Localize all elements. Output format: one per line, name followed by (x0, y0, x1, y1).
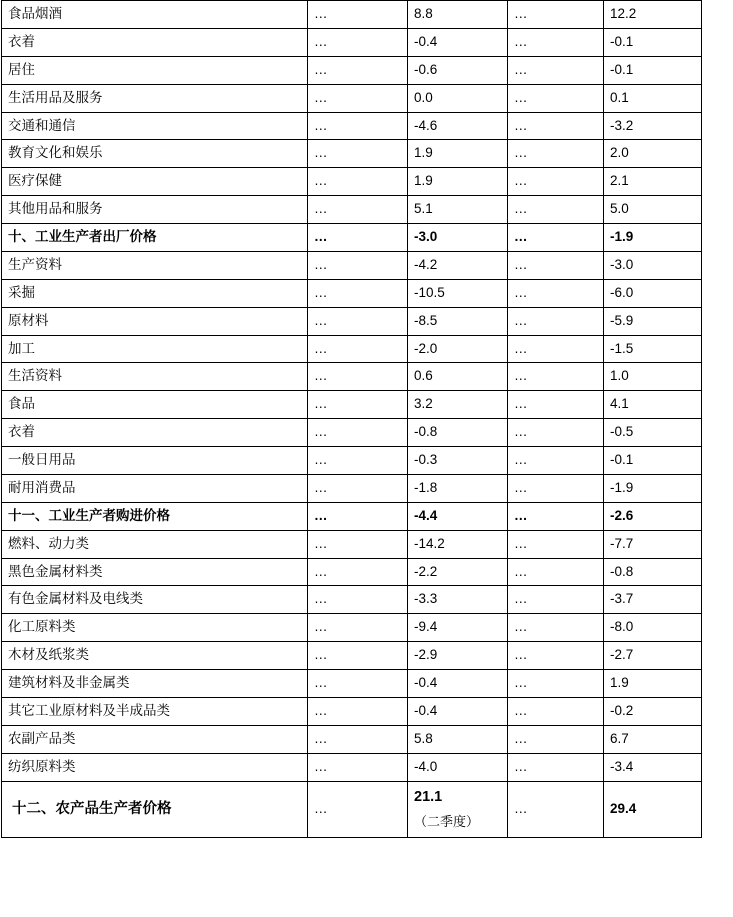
row-dots-second: … (508, 725, 604, 753)
row-value-first: -1.8 (408, 474, 508, 502)
row-dots-first: … (308, 56, 408, 84)
row-label: 医疗保健 (2, 168, 308, 196)
table-row (2, 781, 702, 837)
row-value-second: 2.0 (604, 140, 702, 168)
row-dots-first: … (308, 251, 408, 279)
row-dots-first: … (308, 614, 408, 642)
row-label: 化工原料类 (2, 614, 308, 642)
row-dots-first: … (308, 725, 408, 753)
row-dots-first: … (308, 140, 408, 168)
row-dots-first: … (308, 558, 408, 586)
row-value-first: -0.6 (408, 56, 508, 84)
row-dots-second: … (508, 419, 604, 447)
table-row (2, 614, 702, 642)
row-dots-first: … (308, 335, 408, 363)
row-value-second: 2.1 (604, 168, 702, 196)
row-value-first: -2.2 (408, 558, 508, 586)
row-label: 有色金属材料及电线类 (2, 586, 308, 614)
row-value-first: 8.8 (408, 1, 508, 29)
table-row (2, 112, 702, 140)
row-value-note: （二季度） (414, 814, 480, 830)
row-dots-second: … (508, 447, 604, 475)
row-value-second: 1.9 (604, 670, 702, 698)
table-row (2, 251, 702, 279)
table-row (2, 558, 702, 586)
row-label: 食品 (2, 391, 308, 419)
row-label: 十一、工业生产者购进价格 (2, 502, 308, 530)
row-value-second: 0.1 (604, 84, 702, 112)
table-row (2, 419, 702, 447)
table-row (2, 586, 702, 614)
row-value-first: 3.2 (408, 391, 508, 419)
row-value-second: -3.0 (604, 251, 702, 279)
row-dots-second: … (508, 196, 604, 224)
row-value-first: -3.0 (408, 224, 508, 252)
row-dots-first: … (308, 363, 408, 391)
row-dots-second: … (508, 670, 604, 698)
row-value-second: -3.4 (604, 753, 702, 781)
row-dots-first: … (308, 447, 408, 475)
row-label: 居住 (2, 56, 308, 84)
row-dots-second: … (508, 84, 604, 112)
row-value-first: -14.2 (408, 530, 508, 558)
row-value-first: -3.3 (408, 586, 508, 614)
row-dots-first: … (308, 586, 408, 614)
row-dots-second: … (508, 335, 604, 363)
row-label: 食品烟酒 (2, 1, 308, 29)
table-row (2, 363, 702, 391)
row-label: 其他用品和服务 (2, 196, 308, 224)
row-dots-second: … (508, 251, 604, 279)
row-dots-second: … (508, 697, 604, 725)
row-value-second: -0.8 (604, 558, 702, 586)
row-value-first: 5.1 (408, 196, 508, 224)
row-value-first: 0.6 (408, 363, 508, 391)
row-label: 生活资料 (2, 363, 308, 391)
row-dots-second: … (508, 474, 604, 502)
table-row (2, 307, 702, 335)
row-value-first: -0.4 (408, 670, 508, 698)
row-value-second: -1.9 (604, 474, 702, 502)
table-row (2, 335, 702, 363)
table-row (2, 642, 702, 670)
row-value-first: 1.9 (408, 168, 508, 196)
row-value-first: -0.8 (408, 419, 508, 447)
row-value-second: -7.7 (604, 530, 702, 558)
row-dots-second: … (508, 112, 604, 140)
row-value-first: -9.4 (408, 614, 508, 642)
row-value-second: -1.5 (604, 335, 702, 363)
row-value-second: -0.5 (604, 419, 702, 447)
row-value-first: -10.5 (408, 279, 508, 307)
row-label: 一般日用品 (2, 447, 308, 475)
row-dots-second: … (508, 753, 604, 781)
row-label: 交通和通信 (2, 112, 308, 140)
row-dots-second: … (508, 781, 604, 837)
table-row (2, 391, 702, 419)
row-dots-second: … (508, 530, 604, 558)
row-value-second: -5.9 (604, 307, 702, 335)
row-dots-first: … (308, 670, 408, 698)
row-value-first: -4.6 (408, 112, 508, 140)
table-row (2, 502, 702, 530)
row-label: 采掘 (2, 279, 308, 307)
row-dots-second: … (508, 586, 604, 614)
table-row (2, 279, 702, 307)
row-dots-first: … (308, 781, 408, 837)
row-label: 耐用消费品 (2, 474, 308, 502)
row-value-first: -4.0 (408, 753, 508, 781)
row-label: 衣着 (2, 419, 308, 447)
row-value-first: -4.4 (408, 502, 508, 530)
row-value-number: 21.1 (414, 788, 443, 805)
table-row (2, 84, 702, 112)
row-value-first: -2.0 (408, 335, 508, 363)
row-value-second: -3.2 (604, 112, 702, 140)
table-row (2, 447, 702, 475)
row-label: 建筑材料及非金属类 (2, 670, 308, 698)
row-label: 生产资料 (2, 251, 308, 279)
table-row (2, 56, 702, 84)
row-label: 十二、农产品生产者价格 (2, 781, 308, 837)
row-label: 木材及纸浆类 (2, 642, 308, 670)
row-dots-second: … (508, 1, 604, 29)
row-dots-second: … (508, 56, 604, 84)
table-row (2, 1, 702, 29)
row-value-second: 29.4 (604, 781, 702, 837)
row-dots-first: … (308, 307, 408, 335)
row-label: 衣着 (2, 28, 308, 56)
row-label: 加工 (2, 335, 308, 363)
row-dots-second: … (508, 307, 604, 335)
row-dots-second: … (508, 140, 604, 168)
table-row (2, 196, 702, 224)
row-dots-first: … (308, 391, 408, 419)
table-row (2, 140, 702, 168)
row-dots-first: … (308, 642, 408, 670)
row-dots-second: … (508, 558, 604, 586)
table-row (2, 753, 702, 781)
table-row (2, 28, 702, 56)
row-dots-first: … (308, 28, 408, 56)
row-dots-first: … (308, 474, 408, 502)
row-label: 农副产品类 (2, 725, 308, 753)
row-dots-first: … (308, 419, 408, 447)
row-value-second: -3.7 (604, 586, 702, 614)
row-label: 生活用品及服务 (2, 84, 308, 112)
row-value-first: -0.4 (408, 697, 508, 725)
row-value-second: 4.1 (604, 391, 702, 419)
row-dots-second: … (508, 224, 604, 252)
row-value-second: 5.0 (604, 196, 702, 224)
row-value-second: 12.2 (604, 1, 702, 29)
row-dots-second: … (508, 279, 604, 307)
row-label: 纺织原料类 (2, 753, 308, 781)
row-dots-first: … (308, 1, 408, 29)
row-value-second: 1.0 (604, 363, 702, 391)
table-row (2, 168, 702, 196)
row-value-first (408, 781, 508, 837)
row-dots-first: … (308, 112, 408, 140)
row-value-first: -4.2 (408, 251, 508, 279)
table-row (2, 474, 702, 502)
row-value-second: -2.6 (604, 502, 702, 530)
row-value-second: 6.7 (604, 725, 702, 753)
row-label: 原材料 (2, 307, 308, 335)
table-row (2, 530, 702, 558)
row-label: 黑色金属材料类 (2, 558, 308, 586)
row-label: 燃料、动力类 (2, 530, 308, 558)
row-value-first: -2.9 (408, 642, 508, 670)
row-value-second: -0.1 (604, 28, 702, 56)
statistics-table (1, 0, 702, 838)
row-value-second: -8.0 (604, 614, 702, 642)
row-dots-second: … (508, 28, 604, 56)
value-with-note (414, 787, 501, 832)
table-row (2, 224, 702, 252)
row-value-second: -0.1 (604, 56, 702, 84)
row-dots-first: … (308, 530, 408, 558)
row-label: 十、工业生产者出厂价格 (2, 224, 308, 252)
row-value-first: 0.0 (408, 84, 508, 112)
row-value-second: -0.2 (604, 697, 702, 725)
row-value-first: -0.3 (408, 447, 508, 475)
row-label: 教育文化和娱乐 (2, 140, 308, 168)
table-body (2, 1, 702, 838)
row-dots-second: … (508, 391, 604, 419)
row-dots-first: … (308, 697, 408, 725)
row-dots-first: … (308, 168, 408, 196)
table-row (2, 670, 702, 698)
row-dots-first: … (308, 279, 408, 307)
row-value-first: 1.9 (408, 140, 508, 168)
table-row (2, 725, 702, 753)
row-dots-first: … (308, 502, 408, 530)
row-value-second: -6.0 (604, 279, 702, 307)
row-dots-first: … (308, 224, 408, 252)
row-value-first: -8.5 (408, 307, 508, 335)
row-dots-second: … (508, 168, 604, 196)
row-value-first: -0.4 (408, 28, 508, 56)
row-dots-first: … (308, 84, 408, 112)
row-dots-second: … (508, 614, 604, 642)
row-label: 其它工业原材料及半成品类 (2, 697, 308, 725)
row-value-second: -2.7 (604, 642, 702, 670)
row-dots-second: … (508, 363, 604, 391)
row-value-second: -1.9 (604, 224, 702, 252)
row-value-second: -0.1 (604, 447, 702, 475)
row-value-first: 5.8 (408, 725, 508, 753)
table-row (2, 697, 702, 725)
row-dots-first: … (308, 196, 408, 224)
row-dots-second: … (508, 642, 604, 670)
row-dots-second: … (508, 502, 604, 530)
row-dots-first: … (308, 753, 408, 781)
